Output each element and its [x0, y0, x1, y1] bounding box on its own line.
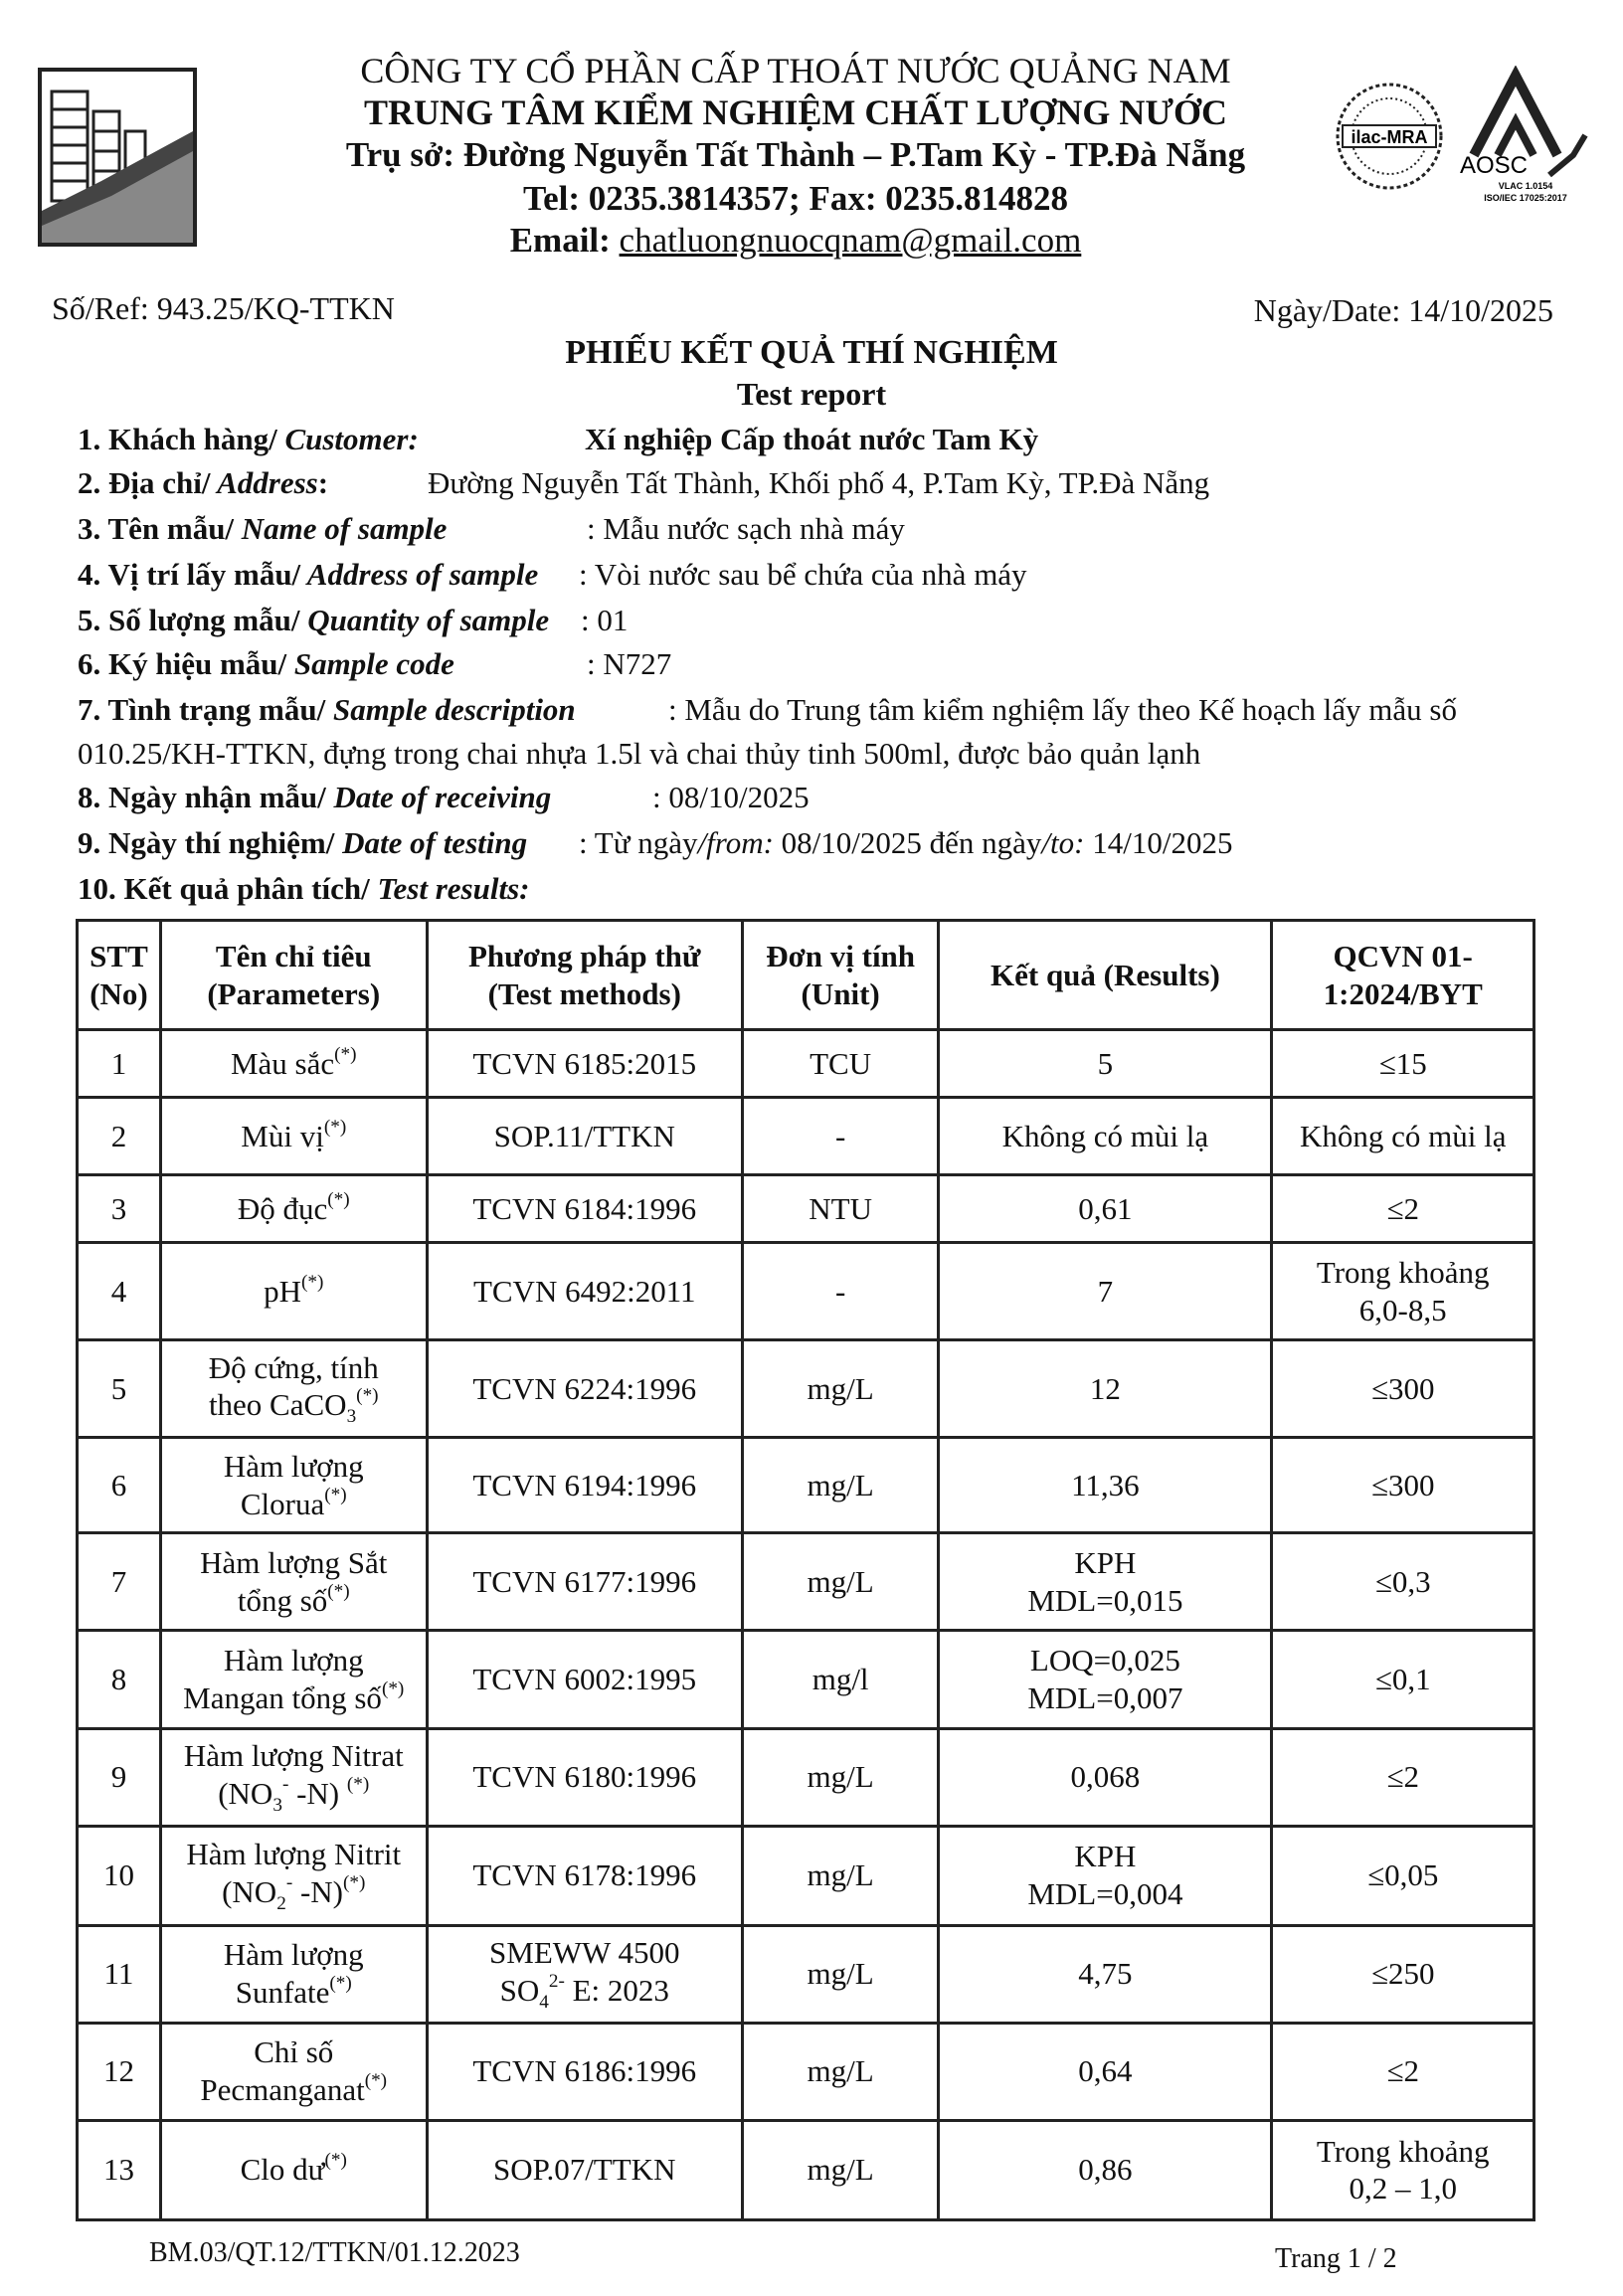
- cell-no: 2: [78, 1098, 161, 1175]
- ilac-logo-text: ilac-MRA: [1351, 127, 1428, 147]
- header-method: Phương pháp thử (Test methods): [427, 921, 742, 1030]
- cell-limit: ≤300: [1272, 1438, 1534, 1533]
- sample-quantity-label: 5. Số lượng mẫu/ Quantity of sample: [78, 603, 550, 637]
- aosc-logo-text: AOSC: [1460, 152, 1529, 179]
- sample-quantity-value: : 01: [581, 603, 629, 637]
- sample-name-label: 3. Tên mẫu/ Name of sample: [78, 511, 448, 546]
- center-name: TRUNG TÂM KIỂM NGHIỆM CHẤT LƯỢNG NƯỚC: [363, 92, 1228, 132]
- cell-parameter: Clo dư(*): [160, 2120, 427, 2219]
- address-label: 2. Địa chỉ/ Address:: [78, 465, 329, 500]
- cell-method: TCVN 6194:1996: [427, 1438, 742, 1533]
- cell-parameter: pH(*): [160, 1243, 427, 1340]
- cell-limit: ≤15: [1272, 1030, 1534, 1098]
- cell-unit: TCU: [742, 1030, 938, 1098]
- table-row: [78, 2023, 1534, 2120]
- cell-limit: Không có mùi lạ: [1272, 1098, 1534, 1175]
- sample-name-value: : Mẫu nước sạch nhà máy: [587, 511, 905, 546]
- page-number: Trang 1 / 2: [1275, 2243, 1397, 2274]
- header-result: Kết quả (Results): [939, 921, 1272, 1030]
- table-row: [78, 1175, 1534, 1243]
- cell-parameter: Chỉ số Pecmanganat(*): [160, 2023, 427, 2120]
- cell-no: 6: [78, 1438, 161, 1533]
- cell-limit: ≤0,3: [1272, 1533, 1534, 1631]
- cell-method: TCVN 6002:1995: [427, 1631, 742, 1728]
- header-qcvn: QCVN 01-1:2024/BYT: [1272, 921, 1534, 1030]
- cell-limit: ≤300: [1272, 1340, 1534, 1438]
- cell-unit: mg/L: [742, 2023, 938, 2120]
- cell-method: TCVN 6177:1996: [427, 1533, 742, 1631]
- sample-code-value: : N727: [587, 646, 672, 681]
- cell-method: TCVN 6492:2011: [427, 1243, 742, 1340]
- report-subtitle: Test report: [736, 376, 887, 412]
- cell-unit: mg/L: [742, 1533, 938, 1631]
- cell-result: 4,75: [939, 1925, 1272, 2023]
- aosc-logo-sub1: VLAC 1.0154: [1498, 181, 1553, 191]
- cell-method: SOP.07/TTKN: [427, 2120, 742, 2219]
- cell-method: SOP.11/TTKN: [427, 1098, 742, 1175]
- cell-no: 12: [78, 2023, 161, 2120]
- date-testing-label: 9. Ngày thí nghiệm/ Date of testing: [78, 825, 528, 860]
- cell-unit: -: [742, 1098, 938, 1175]
- cell-parameter: Hàm lượng Mangan tổng số(*): [160, 1631, 427, 1728]
- cell-result: 0,86: [939, 2120, 1272, 2219]
- table-row: [78, 1030, 1534, 1098]
- cell-unit: mg/L: [742, 1826, 938, 1925]
- cell-method: TCVN 6185:2015: [427, 1030, 742, 1098]
- cell-limit: ≤2: [1272, 2023, 1534, 2120]
- cell-parameter: Hàm lượng Clorua(*): [160, 1438, 427, 1533]
- cell-result: 7: [939, 1243, 1272, 1340]
- header-parameter: Tên chỉ tiêu (Parameters): [160, 921, 427, 1030]
- cell-limit: ≤0,05: [1272, 1826, 1534, 1925]
- cell-result: 0,61: [939, 1175, 1272, 1243]
- company-name: CÔNG TY CỔ PHẦN CẤP THOÁT NƯỚC QUẢNG NAM: [360, 51, 1231, 90]
- header-unit: Đơn vị tính (Unit): [742, 921, 938, 1030]
- header-phone: Tel: 0235.3814357; Fax: 0235.814828: [523, 179, 1068, 218]
- cell-no: 5: [78, 1340, 161, 1438]
- aosc-logo: [1454, 66, 1593, 205]
- cell-method: TCVN 6178:1996: [427, 1826, 742, 1925]
- cell-result: 11,36: [939, 1438, 1272, 1533]
- cell-no: 13: [78, 2120, 161, 2219]
- report-date: Ngày/Date: 14/10/2025: [1253, 292, 1553, 328]
- cell-parameter: Hàm lượng Sắt tổng số(*): [160, 1533, 427, 1631]
- table-row: [78, 1243, 1534, 1340]
- date-received-label: 8. Ngày nhận mẫu/ Date of receiving: [78, 780, 552, 814]
- sample-location-label: 4. Vị trí lấy mẫu/ Address of sample: [78, 557, 539, 592]
- test-results-label: 10. Kết quả phân tích/ Test results:: [78, 871, 530, 906]
- cell-unit: NTU: [742, 1175, 938, 1243]
- cell-unit: mg/L: [742, 1438, 938, 1533]
- cell-result: 5: [939, 1030, 1272, 1098]
- cell-parameter: Mùi vị(*): [160, 1098, 427, 1175]
- cell-method: TCVN 6186:1996: [427, 2023, 742, 2120]
- header-address: Trụ sở: Đường Nguyễn Tất Thành – P.Tam Kỳ - TP.Đà Nẵng: [345, 135, 1246, 174]
- cell-limit: Trong khoảng 0,2 – 1,0: [1272, 2120, 1534, 2219]
- report-title: PHIẾU KẾT QUẢ THÍ NGHIỆM: [565, 334, 1058, 371]
- cell-limit: ≤0,1: [1272, 1631, 1534, 1728]
- cell-result: 0,068: [939, 1728, 1272, 1826]
- cell-unit: -: [742, 1243, 938, 1340]
- table-row: [78, 2120, 1534, 2219]
- cell-result: Không có mùi lạ: [939, 1098, 1272, 1175]
- table-row: [78, 1340, 1534, 1438]
- cell-unit: mg/L: [742, 1728, 938, 1826]
- cell-unit: mg/L: [742, 1340, 938, 1438]
- cell-no: 4: [78, 1243, 161, 1340]
- customer-label: 1. Khách hàng/ Customer:: [78, 422, 419, 456]
- cell-method: TCVN 6184:1996: [427, 1175, 742, 1243]
- table-header-row: [78, 921, 1534, 1030]
- cell-result: KPH MDL=0,015: [939, 1533, 1272, 1631]
- cell-parameter: Hàm lượng Nitrit ($NO_2^-$ -N)(*): [160, 1826, 427, 1925]
- table-row: [78, 1925, 1534, 2023]
- cell-method: TCVN 6180:1996: [427, 1728, 742, 1826]
- email-label: Email:: [509, 221, 620, 260]
- cell-parameter: Màu sắc(*): [160, 1030, 427, 1098]
- cell-unit: mg/l: [742, 1631, 938, 1728]
- header-email: [149, 221, 1442, 261]
- cell-parameter: Hàm lượng Nitrat ($NO_3^-$ -N) (*): [160, 1728, 427, 1826]
- cell-result: KPH MDL=0,004: [939, 1826, 1272, 1925]
- date-testing-value: : Từ ngày/from: 08/10/2025 đến ngày/to: 14/10/2025: [579, 825, 1233, 860]
- cell-no: 9: [78, 1728, 161, 1826]
- cell-no: 10: [78, 1826, 161, 1925]
- customer-value: Xí nghiệp Cấp thoát nước Tam Kỳ: [585, 422, 1039, 456]
- cell-limit: Trong khoảng 6,0-8,5: [1272, 1243, 1534, 1340]
- table-row: [78, 1728, 1534, 1826]
- ilac-mra-logo: [1335, 78, 1444, 195]
- cell-unit: mg/L: [742, 1925, 938, 2023]
- cell-no: 11: [78, 1925, 161, 2023]
- cell-unit: mg/L: [742, 2120, 938, 2219]
- cell-parameter: Độ cứng, tính theo CaCO$_3$(*): [160, 1340, 427, 1438]
- cell-method: TCVN 6224:1996: [427, 1340, 742, 1438]
- sample-description-value-2: 010.25/KH-TTKN, đựng trong chai nhựa 1.5l và chai thủy tinh 500ml, được bảo quản lạnh: [78, 736, 1201, 771]
- email-link[interactable]: chatluongnuocqnam@gmail.com: [619, 221, 1082, 260]
- cell-limit: ≤2: [1272, 1728, 1534, 1826]
- cell-method: SMEWW 4500 $SO_4^{2-}$ E: 2023: [427, 1925, 742, 2023]
- cell-parameter: Độ đục(*): [160, 1175, 427, 1243]
- table-row: [78, 1631, 1534, 1728]
- cell-limit: ≤2: [1272, 1175, 1534, 1243]
- cell-result: 12: [939, 1340, 1272, 1438]
- sample-description-label: 7. Tình trạng mẫu/ Sample description: [78, 692, 576, 727]
- cell-result: LOQ=0,025 MDL=0,007: [939, 1631, 1272, 1728]
- table-row: [78, 1533, 1534, 1631]
- table-row: [78, 1438, 1534, 1533]
- reference-number: Số/Ref: 943.25/KQ-TTKN: [52, 290, 395, 326]
- cell-parameter: Hàm lượng Sunfate(*): [160, 1925, 427, 2023]
- cell-no: 1: [78, 1030, 161, 1098]
- cell-no: 8: [78, 1631, 161, 1728]
- address-value: Đường Nguyễn Tất Thành, Khối phố 4, P.Tam Kỳ, TP.Đà Nẵng: [428, 465, 1210, 500]
- date-received-value: : 08/10/2025: [652, 780, 810, 814]
- cell-no: 7: [78, 1533, 161, 1631]
- table-row: [78, 1098, 1534, 1175]
- aosc-logo-sub2: ISO/IEC 17025:2017: [1484, 193, 1567, 203]
- table-row: [78, 1826, 1534, 1925]
- sample-description-value-1: : Mẫu do Trung tâm kiểm nghiệm lấy theo Kế hoạch lấy mẫu số: [668, 692, 1457, 727]
- cell-no: 3: [78, 1175, 161, 1243]
- results-table: [76, 919, 1535, 2221]
- cell-result: 0,64: [939, 2023, 1272, 2120]
- sample-code-label: 6. Ký hiệu mẫu/ Sample code: [78, 646, 454, 681]
- cell-limit: ≤250: [1272, 1925, 1534, 2023]
- sample-location-value: : Vòi nước sau bể chứa của nhà máy: [579, 557, 1027, 592]
- header-no: STT (No): [78, 921, 161, 1030]
- form-code: BM.03/QT.12/TTKN/01.12.2023: [149, 2237, 520, 2268]
